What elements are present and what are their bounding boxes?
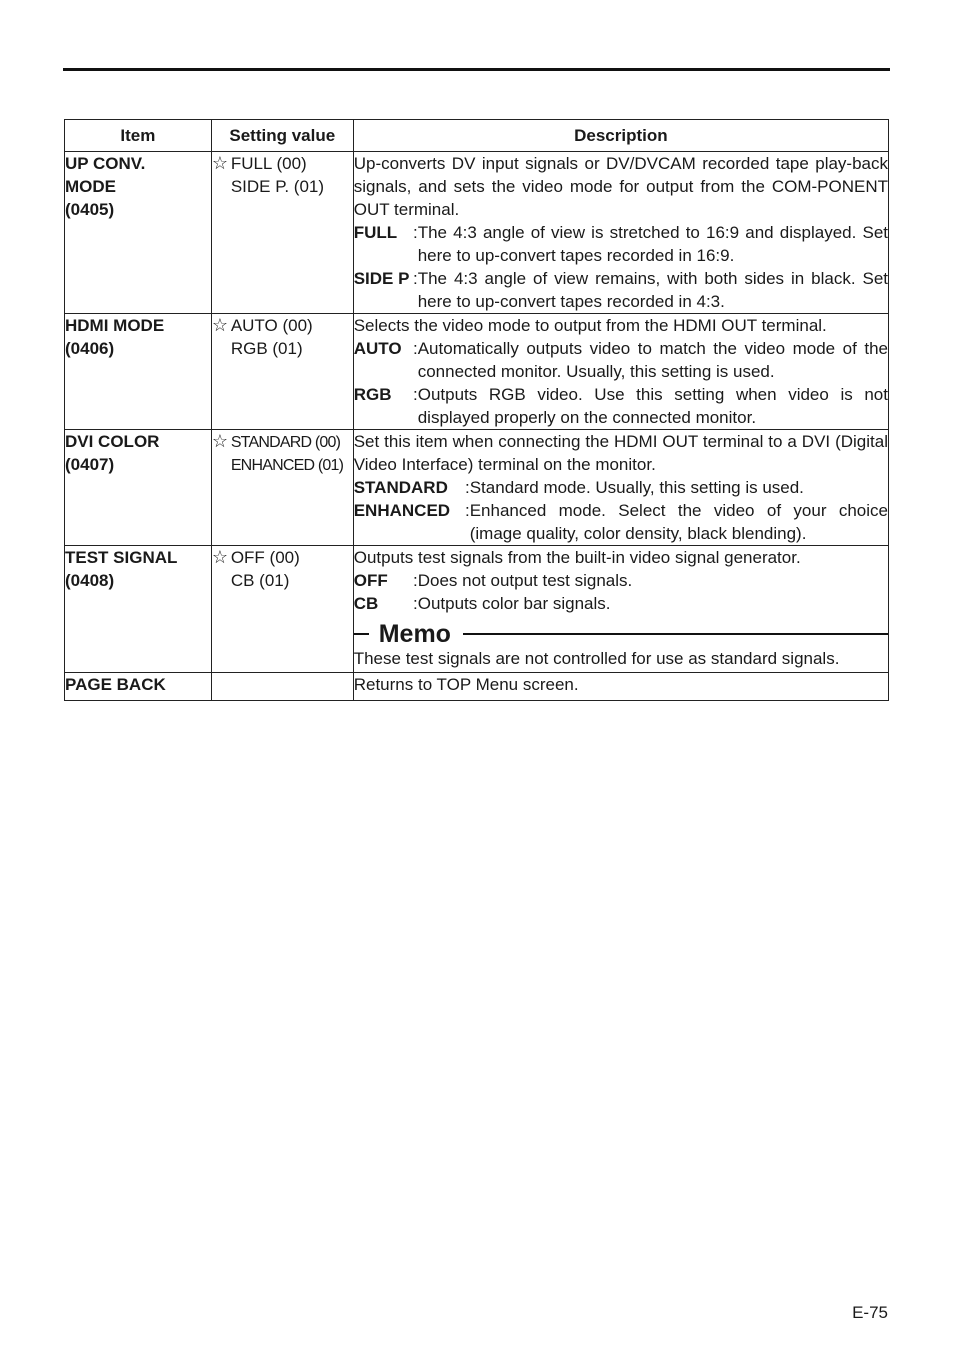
- item-cell: [65, 152, 212, 314]
- description-cell: [353, 546, 888, 673]
- definition-row: [354, 476, 888, 499]
- memo-heading: [354, 621, 888, 647]
- definition-row: [354, 592, 888, 615]
- default-star-icon: ☆: [211, 431, 228, 451]
- header-description: Description: [353, 120, 888, 152]
- item-label: HDMI MODE: [65, 316, 165, 335]
- definition-row: [354, 499, 888, 545]
- definition-term: FULL: [353, 223, 398, 242]
- definition-text: Outputs color bar signals.: [417, 594, 611, 613]
- description-intro: Returns to TOP Menu screen.: [353, 675, 579, 694]
- definition-row: [354, 383, 888, 429]
- default-star-icon: ☆: [211, 153, 228, 173]
- setting-option-label: FULL (00): [230, 154, 307, 173]
- table-row: [65, 673, 889, 701]
- setting-cell: [211, 546, 353, 673]
- definition-term: ENHANCED: [353, 501, 451, 520]
- definition-term: SIDE P: [353, 269, 410, 288]
- definition-separator: :: [412, 571, 418, 590]
- definition-text: The 4:3 angle of view remains, with both sides in black. Set here to up-convert tapes recorded in 4:3.: [417, 269, 888, 311]
- item-label: UP CONV.: [65, 154, 146, 173]
- memo-text: These test signals are not controlled for use as standard signals.: [353, 649, 840, 668]
- definition-row: [354, 337, 888, 383]
- table-row: [65, 546, 889, 673]
- item-label: PAGE BACK: [65, 675, 166, 694]
- setting-option-default: [212, 430, 353, 454]
- setting-option: ENHANCED (01): [230, 457, 344, 474]
- definition-term: RGB: [353, 385, 392, 404]
- setting-option: SIDE P. (01): [230, 177, 325, 196]
- definition-separator: :: [464, 501, 470, 520]
- description-cell: [353, 152, 888, 314]
- item-code: (0408): [65, 571, 115, 590]
- description-intro: Selects the video mode to output from the HDMI OUT terminal.: [353, 316, 827, 335]
- definition-term: OFF: [353, 571, 388, 590]
- item-cell: [65, 430, 212, 546]
- item-code: (0407): [65, 455, 115, 474]
- page-number: E-75: [852, 1303, 888, 1322]
- item-cell: [65, 546, 212, 673]
- table-row: [65, 152, 889, 314]
- table-row: [65, 314, 889, 430]
- memo-rule: [463, 633, 888, 635]
- definition-term: AUTO: [353, 339, 402, 358]
- memo-title: Memo: [378, 620, 451, 648]
- table-row: [65, 430, 889, 546]
- setting-option-default: [212, 546, 353, 569]
- item-label: MODE: [65, 177, 116, 196]
- description-cell: [353, 673, 888, 701]
- definition-separator: :: [408, 223, 418, 242]
- definition-term: CB: [353, 594, 379, 613]
- definition-row: [354, 221, 888, 267]
- item-cell: [65, 673, 212, 701]
- setting-cell: [211, 152, 353, 314]
- item-code: (0405): [65, 200, 115, 219]
- setting-option: CB (01): [230, 571, 290, 590]
- header-item: Item: [65, 120, 212, 152]
- setting-cell: [211, 673, 353, 701]
- definition-separator: :: [464, 478, 470, 497]
- settings-table: [64, 119, 889, 701]
- description-cell: [353, 430, 888, 546]
- item-cell: [65, 314, 212, 430]
- definition-row: [354, 569, 888, 592]
- item-code: (0406): [65, 339, 115, 358]
- setting-option-default: [212, 314, 353, 337]
- header-rule: [63, 68, 890, 71]
- definition-text: The 4:3 angle of view is stretched to 16:9 and displayed. Set here to up-convert tapes recorded in 16:9.: [417, 223, 888, 265]
- definition-text: Standard mode. Usually, this setting is used.: [469, 478, 804, 497]
- definition-separator: :: [412, 385, 418, 404]
- description-intro: Outputs test signals from the built-in video signal generator.: [353, 548, 801, 567]
- setting-option: RGB (01): [230, 339, 303, 358]
- definition-term: STANDARD: [353, 478, 448, 497]
- definition-text: Outputs RGB video. Use this setting when video is not displayed properly on the connected monitor.: [417, 385, 888, 427]
- definition-separator: :: [412, 594, 418, 613]
- table-header-row: [65, 120, 889, 152]
- default-star-icon: ☆: [211, 315, 228, 335]
- setting-cell: [211, 430, 353, 546]
- definition-text: Automatically outputs video to match the video mode of the connected monitor. Usually, this setting is used.: [417, 339, 888, 381]
- definition-text: Enhanced mode. Select the video of your choice (image quality, color density, black blending).: [469, 501, 888, 543]
- default-star-icon: ☆: [211, 547, 228, 567]
- definition-separator: :: [412, 339, 418, 358]
- item-label: TEST SIGNAL: [65, 548, 178, 567]
- setting-cell: [211, 314, 353, 430]
- setting-option-label: AUTO (00): [230, 316, 313, 335]
- setting-option-label: STANDARD (00): [230, 434, 341, 451]
- description-cell: [353, 314, 888, 430]
- memo-dash: [354, 633, 369, 635]
- item-label: DVI COLOR: [65, 432, 160, 451]
- header-setting-value: Setting value: [211, 120, 353, 152]
- description-intro: Set this item when connecting the HDMI OUT terminal to a DVI (Digital Video Interface) terminal on the monitor.: [353, 432, 888, 474]
- definition-text: Does not output test signals.: [417, 571, 633, 590]
- definition-separator: :: [412, 269, 418, 288]
- setting-option-label: OFF (00): [230, 548, 300, 567]
- description-intro: Up-converts DV input signals or DV/DVCAM recorded tape play-back signals, and sets the video mode for output from the COM-PONENT OUT terminal.: [353, 154, 888, 219]
- setting-option-default: [212, 152, 353, 175]
- definition-row: [354, 267, 888, 313]
